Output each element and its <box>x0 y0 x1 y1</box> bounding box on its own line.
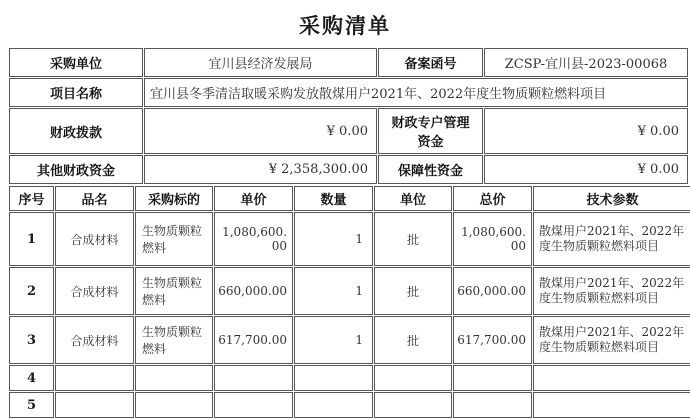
cell-name: 合成材料 <box>55 212 134 266</box>
project-name-value: 宜川县冬季清洁取暖采购发放散煤用户2021年、2022年度生物质颗粒燃料项目 <box>144 78 688 107</box>
info-row-unit <box>9 48 688 77</box>
info-row-fiscal <box>9 108 688 154</box>
cell-qty <box>294 392 373 418</box>
other-fiscal-funds-value: ¥ 2,358,300.00 <box>144 155 377 184</box>
record-number-value: ZCSP-宜川县-2023-00068 <box>484 48 688 77</box>
cell-qty: 1 <box>294 267 373 315</box>
header-name: 品名 <box>55 186 134 211</box>
guarantee-funds-value: ¥ 0.00 <box>484 155 688 184</box>
cell-target <box>135 365 213 391</box>
cell-name: 合成材料 <box>55 316 134 364</box>
cell-seq: 3 <box>9 316 54 364</box>
cell-target: 生物质颗粒燃料 <box>135 212 213 266</box>
header-seq: 序号 <box>9 186 54 211</box>
cell-name: 合成材料 <box>55 267 134 315</box>
header-unit-price: 单价 <box>214 186 293 211</box>
info-row-other-funds <box>9 155 688 184</box>
item-row <box>9 267 690 315</box>
cell-name <box>55 365 134 391</box>
cell-tech <box>533 392 690 418</box>
cell-unit <box>374 392 452 418</box>
cell-unit <box>374 365 452 391</box>
item-row <box>9 316 690 364</box>
cell-total: 660,000.00 <box>453 267 532 315</box>
project-name-label: 项目名称 <box>9 78 143 107</box>
purchase-unit-label: 采购单位 <box>9 48 143 77</box>
cell-tech <box>533 365 690 391</box>
cell-unit-price <box>214 392 293 418</box>
cell-qty: 1 <box>294 212 373 266</box>
cell-total <box>453 365 532 391</box>
cell-target: 生物质颗粒燃料 <box>135 316 213 364</box>
guarantee-funds-label: 保障性资金 <box>378 155 483 184</box>
cell-tech: 散煤用户2021年、2022年度生物质颗粒燃料项目 <box>533 267 690 315</box>
item-row <box>9 212 690 266</box>
cell-unit: 批 <box>374 316 452 364</box>
cell-target <box>135 392 213 418</box>
cell-unit-price: 617,700.00 <box>214 316 293 364</box>
header-target: 采购标的 <box>135 186 213 211</box>
cell-seq: 4 <box>9 365 54 391</box>
items-table <box>8 185 690 419</box>
cell-seq: 1 <box>9 212 54 266</box>
cell-total <box>453 392 532 418</box>
cell-name <box>55 392 134 418</box>
cell-unit: 批 <box>374 212 452 266</box>
cell-unit-price: 1,080,600.00 <box>214 212 293 266</box>
cell-target: 生物质颗粒燃料 <box>135 267 213 315</box>
other-fiscal-funds-label: 其他财政资金 <box>9 155 143 184</box>
item-row <box>9 392 690 418</box>
items-header-row <box>9 186 690 211</box>
record-number-label: 备案函号 <box>378 48 483 77</box>
fiscal-account-funds-value: ¥ 0.00 <box>484 108 688 154</box>
cell-tech: 散煤用户2021年、2022年度生物质颗粒燃料项目 <box>533 316 690 364</box>
cell-unit-price <box>214 365 293 391</box>
page-title: 采购清单 <box>299 15 391 38</box>
fiscal-account-funds-label: 财政专户管理资金 <box>378 108 483 154</box>
header-total: 总价 <box>453 186 532 211</box>
cell-unit-price: 660,000.00 <box>214 267 293 315</box>
header-tech: 技术参数 <box>533 186 690 211</box>
header-qty: 数量 <box>294 186 373 211</box>
cell-total: 617,700.00 <box>453 316 532 364</box>
cell-seq: 2 <box>9 267 54 315</box>
cell-qty <box>294 365 373 391</box>
info-table <box>8 47 689 185</box>
item-row <box>9 365 690 391</box>
fiscal-appropriation-label: 财政拨款 <box>9 108 143 154</box>
header-unit: 单位 <box>374 186 452 211</box>
purchase-unit-value: 宜川县经济发展局 <box>144 48 377 77</box>
cell-tech: 散煤用户2021年、2022年度生物质颗粒燃料项目 <box>533 212 690 266</box>
cell-seq: 5 <box>9 392 54 418</box>
fiscal-appropriation-value: ¥ 0.00 <box>144 108 377 154</box>
cell-unit: 批 <box>374 267 452 315</box>
info-row-project <box>9 78 688 107</box>
cell-qty: 1 <box>294 316 373 364</box>
cell-total: 1,080,600.00 <box>453 212 532 266</box>
